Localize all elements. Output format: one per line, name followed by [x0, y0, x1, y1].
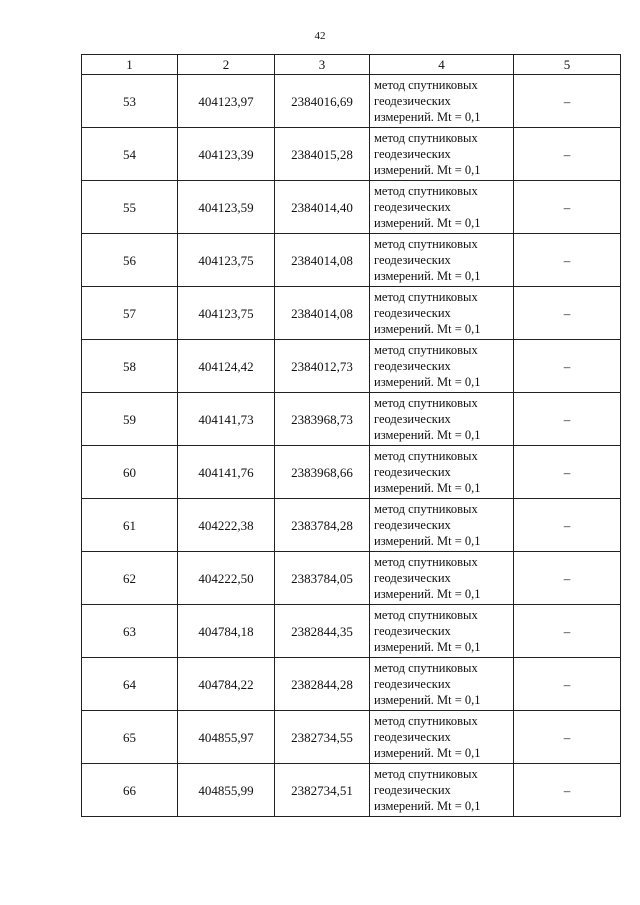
x-coordinate-cell: 404855,97: [178, 711, 275, 764]
header-cell: 3: [275, 55, 370, 75]
table-row: [82, 764, 621, 817]
note-cell: –: [514, 340, 621, 393]
method-line: измерений. Mt = 0,1: [374, 799, 481, 813]
y-coordinate-cell: 2382844,28: [275, 658, 370, 711]
table-row: [82, 234, 621, 287]
point-number-cell: 59: [82, 393, 178, 446]
method-cell: [370, 393, 514, 446]
method-line: измерений. Mt = 0,1: [374, 269, 481, 283]
method-cell: [370, 340, 514, 393]
x-coordinate-cell: 404124,42: [178, 340, 275, 393]
header-cell: 1: [82, 55, 178, 75]
point-number-cell: 53: [82, 75, 178, 128]
method-line: метод спутниковых: [374, 396, 478, 410]
x-coordinate-cell: 404141,73: [178, 393, 275, 446]
method-line: измерений. Mt = 0,1: [374, 534, 481, 548]
method-line: геодезических: [374, 571, 451, 585]
method-line: измерений. Mt = 0,1: [374, 640, 481, 654]
note-cell: –: [514, 234, 621, 287]
method-line: геодезических: [374, 518, 451, 532]
y-coordinate-cell: 2383968,66: [275, 446, 370, 499]
point-number-cell: 54: [82, 128, 178, 181]
x-coordinate-cell: 404855,99: [178, 764, 275, 817]
header-cell: 5: [514, 55, 621, 75]
method-line: геодезических: [374, 624, 451, 638]
y-coordinate-cell: 2384014,08: [275, 234, 370, 287]
y-coordinate-cell: 2383968,73: [275, 393, 370, 446]
method-cell: [370, 605, 514, 658]
method-line: метод спутниковых: [374, 608, 478, 622]
method-line: измерений. Mt = 0,1: [374, 587, 481, 601]
table-row: [82, 711, 621, 764]
note-cell: –: [514, 711, 621, 764]
y-coordinate-cell: 2384016,69: [275, 75, 370, 128]
note-cell: –: [514, 181, 621, 234]
method-line: метод спутниковых: [374, 714, 478, 728]
method-line: метод спутниковых: [374, 555, 478, 569]
point-number-cell: 55: [82, 181, 178, 234]
point-number-cell: 61: [82, 499, 178, 552]
point-number-cell: 60: [82, 446, 178, 499]
method-line: геодезических: [374, 359, 451, 373]
method-line: метод спутниковых: [374, 184, 478, 198]
y-coordinate-cell: 2382844,35: [275, 605, 370, 658]
x-coordinate-cell: 404222,38: [178, 499, 275, 552]
header-row: [82, 55, 621, 75]
page-number: 42: [314, 30, 326, 42]
point-number-cell: 65: [82, 711, 178, 764]
y-coordinate-cell: 2383784,05: [275, 552, 370, 605]
note-cell: –: [514, 499, 621, 552]
table-row: [82, 499, 621, 552]
method-cell: [370, 711, 514, 764]
method-cell: [370, 552, 514, 605]
y-coordinate-cell: 2382734,55: [275, 711, 370, 764]
point-number-cell: 64: [82, 658, 178, 711]
method-line: измерений. Mt = 0,1: [374, 216, 481, 230]
method-line: метод спутниковых: [374, 343, 478, 357]
point-number-cell: 58: [82, 340, 178, 393]
method-cell: [370, 75, 514, 128]
y-coordinate-cell: 2383784,28: [275, 499, 370, 552]
method-line: метод спутниковых: [374, 661, 478, 675]
method-cell: [370, 287, 514, 340]
method-line: измерений. Mt = 0,1: [374, 375, 481, 389]
table-row: [82, 128, 621, 181]
y-coordinate-cell: 2384014,08: [275, 287, 370, 340]
note-cell: –: [514, 128, 621, 181]
method-line: метод спутниковых: [374, 131, 478, 145]
table-row: [82, 393, 621, 446]
method-line: метод спутниковых: [374, 449, 478, 463]
y-coordinate-cell: 2384014,40: [275, 181, 370, 234]
note-cell: –: [514, 552, 621, 605]
method-line: измерений. Mt = 0,1: [374, 693, 481, 707]
method-cell: [370, 181, 514, 234]
method-line: геодезических: [374, 306, 451, 320]
note-cell: –: [514, 658, 621, 711]
point-number-cell: 62: [82, 552, 178, 605]
method-line: геодезических: [374, 677, 451, 691]
point-number-cell: 63: [82, 605, 178, 658]
table-row: [82, 446, 621, 499]
method-cell: [370, 764, 514, 817]
x-coordinate-cell: 404123,75: [178, 287, 275, 340]
method-line: геодезических: [374, 94, 451, 108]
x-coordinate-cell: 404123,39: [178, 128, 275, 181]
table-row: [82, 605, 621, 658]
note-cell: –: [514, 605, 621, 658]
note-cell: –: [514, 287, 621, 340]
x-coordinate-cell: 404123,75: [178, 234, 275, 287]
x-coordinate-cell: 404141,76: [178, 446, 275, 499]
method-line: метод спутниковых: [374, 502, 478, 516]
method-line: метод спутниковых: [374, 767, 478, 781]
table-row: [82, 181, 621, 234]
method-line: геодезических: [374, 200, 451, 214]
table-row: [82, 75, 621, 128]
method-line: метод спутниковых: [374, 237, 478, 251]
method-cell: [370, 234, 514, 287]
method-line: геодезических: [374, 412, 451, 426]
point-number-cell: 66: [82, 764, 178, 817]
x-coordinate-cell: 404784,18: [178, 605, 275, 658]
table-row: [82, 552, 621, 605]
x-coordinate-cell: 404123,59: [178, 181, 275, 234]
method-cell: [370, 499, 514, 552]
y-coordinate-cell: 2382734,51: [275, 764, 370, 817]
point-number-cell: 56: [82, 234, 178, 287]
method-line: геодезических: [374, 253, 451, 267]
header-cell: 4: [370, 55, 514, 75]
method-line: измерений. Mt = 0,1: [374, 481, 481, 495]
method-line: измерений. Mt = 0,1: [374, 746, 481, 760]
point-number-cell: 57: [82, 287, 178, 340]
note-cell: –: [514, 446, 621, 499]
table-row: [82, 287, 621, 340]
x-coordinate-cell: 404222,50: [178, 552, 275, 605]
method-line: измерений. Mt = 0,1: [374, 163, 481, 177]
note-cell: –: [514, 764, 621, 817]
header-cell: 2: [178, 55, 275, 75]
method-cell: [370, 128, 514, 181]
coordinates-table: [81, 54, 621, 817]
y-coordinate-cell: 2384012,73: [275, 340, 370, 393]
note-cell: –: [514, 75, 621, 128]
x-coordinate-cell: 404784,22: [178, 658, 275, 711]
method-line: геодезических: [374, 465, 451, 479]
method-line: метод спутниковых: [374, 78, 478, 92]
table-row: [82, 340, 621, 393]
method-line: геодезических: [374, 730, 451, 744]
method-line: измерений. Mt = 0,1: [374, 110, 481, 124]
method-line: геодезических: [374, 147, 451, 161]
table-row: [82, 658, 621, 711]
table-body: [82, 55, 621, 817]
x-coordinate-cell: 404123,97: [178, 75, 275, 128]
method-line: измерений. Mt = 0,1: [374, 322, 481, 336]
note-cell: –: [514, 393, 621, 446]
y-coordinate-cell: 2384015,28: [275, 128, 370, 181]
method-cell: [370, 446, 514, 499]
method-line: геодезических: [374, 783, 451, 797]
method-line: метод спутниковых: [374, 290, 478, 304]
method-line: измерений. Mt = 0,1: [374, 428, 481, 442]
method-cell: [370, 658, 514, 711]
